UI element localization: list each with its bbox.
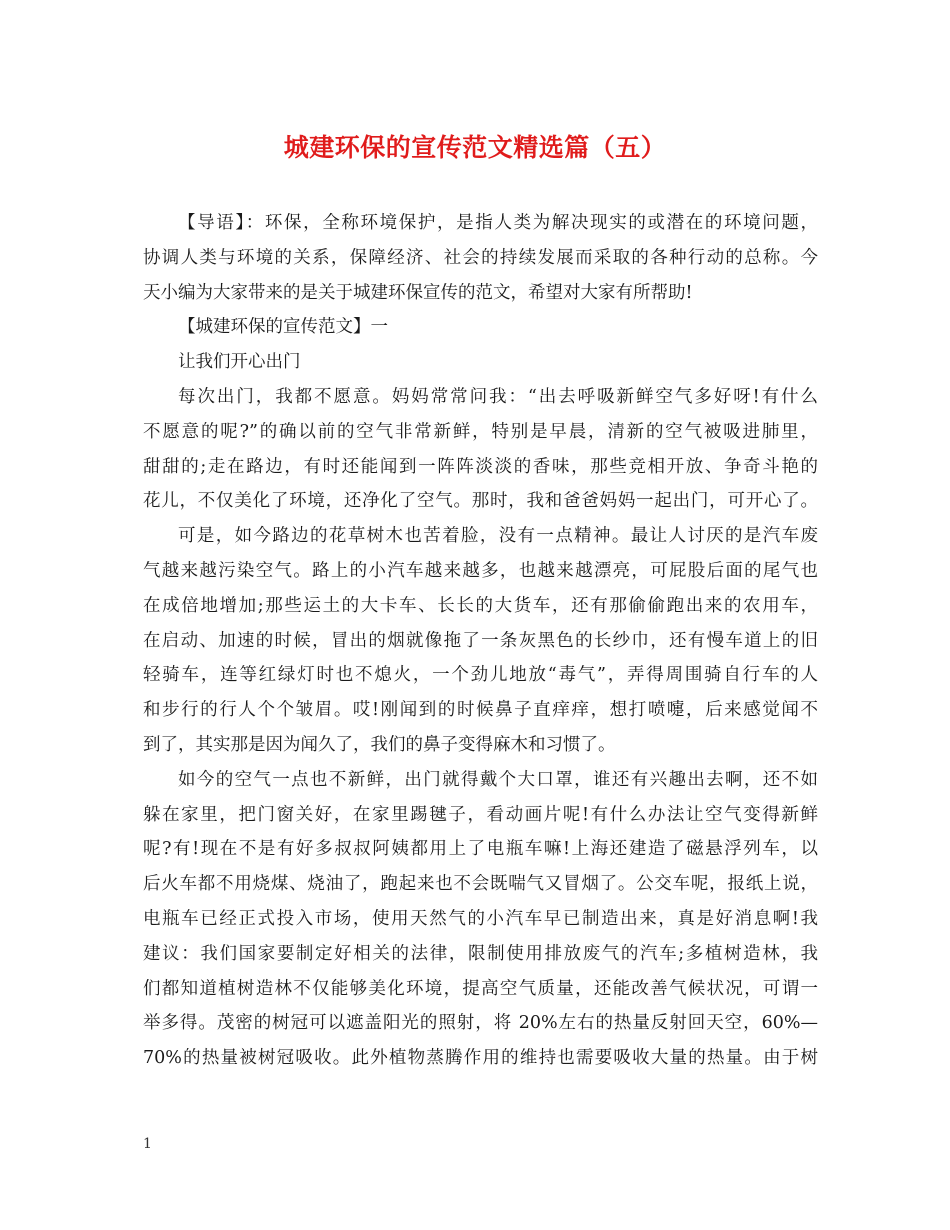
text-line: 举多得。茂密的树冠可以遮盖阳光的照射，将 20%左右的热量反射回天空，60%— — [143, 1013, 818, 1034]
text-line: 协调人类与环境的关系，保障经济、社会的持续发展而采取的各种行动的总称。今 — [143, 247, 818, 268]
text-line: 建议：我们国家要制定好相关的法律，限制使用排放废气的汽车;多植树造林，我 — [143, 943, 818, 964]
text-line: 们都知道植树造林不仅能够美化环境，提高空气质量，还能改善气候状况，可谓一 — [143, 978, 818, 999]
text-line: 和步行的行人个个皱眉。哎!刚闻到的时候鼻子直痒痒，想打喷嚏，后来感觉闻不 — [143, 700, 818, 721]
text-line: 后火车都不用烧煤、烧油了，跑起来也不会既喘气又冒烟了。公交车呢，报纸上说， — [143, 874, 818, 895]
text-line: 呢?有!现在不是有好多叔叔阿姨都用上了电瓶车嘛!上海还建造了磁悬浮列车，以 — [143, 839, 818, 860]
text-line: 【导语】：环保，全称环境保护，是指人类为解决现实的或潜在的环境问题， — [178, 213, 818, 233]
text-line: 到了，其实那是因为闻久了，我们的鼻子变得麻木和习惯了。 — [143, 734, 616, 755]
text-line: 让我们开心出门 — [178, 352, 301, 373]
document-body — [143, 206, 818, 1076]
page-number: 1 — [143, 1136, 152, 1152]
text-line: 在成倍地增加;那些运土的大卡车、长长的大货车，还有那偷偷跑出来的农用车， — [143, 595, 818, 616]
text-line: 躲在家里，把门窗关好，在家里踢毽子，看动画片呢!有什么办法让空气变得新鲜 — [143, 804, 818, 825]
document-title: 城建环保的宣传范文精选篇（五） — [283, 133, 667, 162]
text-line: 每次出门，我都不愿意。妈妈常常问我：“出去呼吸新鲜空气多好呀!有什么 — [178, 386, 818, 407]
text-line: 天小编为大家带来的是关于城建环保宣传的范文，希望对大家有所帮助! — [143, 282, 693, 303]
text-line: 电瓶车已经正式投入市场，使用天然气的小汽车早已制造出来，真是好消息啊!我 — [143, 908, 818, 929]
text-line: 如今的空气一点也不新鲜，出门就得戴个大口罩，谁还有兴趣出去啊，还不如 — [178, 769, 818, 790]
text-line: 气越来越污染空气。路上的小汽车越来越多，也越来越漂亮，可屁股后面的尾气也 — [143, 560, 818, 581]
text-line: 甜甜的;走在路边，有时还能闻到一阵阵淡淡的香味，那些竞相开放、争奇斗艳的 — [143, 456, 818, 477]
text-line: 70%的热量被树冠吸收。此外植物蒸腾作用的维持也需要吸收大量的热量。由于树 — [143, 1048, 818, 1069]
text-line: 可是，如今路边的花草树木也苦着脸，没有一点精神。最让人讨厌的是汽车废 — [178, 526, 818, 547]
text-line: 不愿意的呢?”的确以前的空气非常新鲜，特别是早晨，清新的空气被吸进肺里， — [143, 421, 818, 442]
text-line: 轻骑车，连等红绿灯时也不熄火，一个劲儿地放“毒气”，弄得周围骑自行车的人 — [143, 665, 818, 686]
text-line: 【城建环保的宣传范文】一 — [178, 317, 388, 338]
text-line: 在启动、加速的时候，冒出的烟就像拖了一条灰黑色的长纱巾，还有慢车道上的旧 — [143, 630, 818, 651]
text-line: 花儿，不仅美化了环境，还净化了空气。那时，我和爸爸妈妈一起出门，可开心了。 — [143, 491, 818, 512]
